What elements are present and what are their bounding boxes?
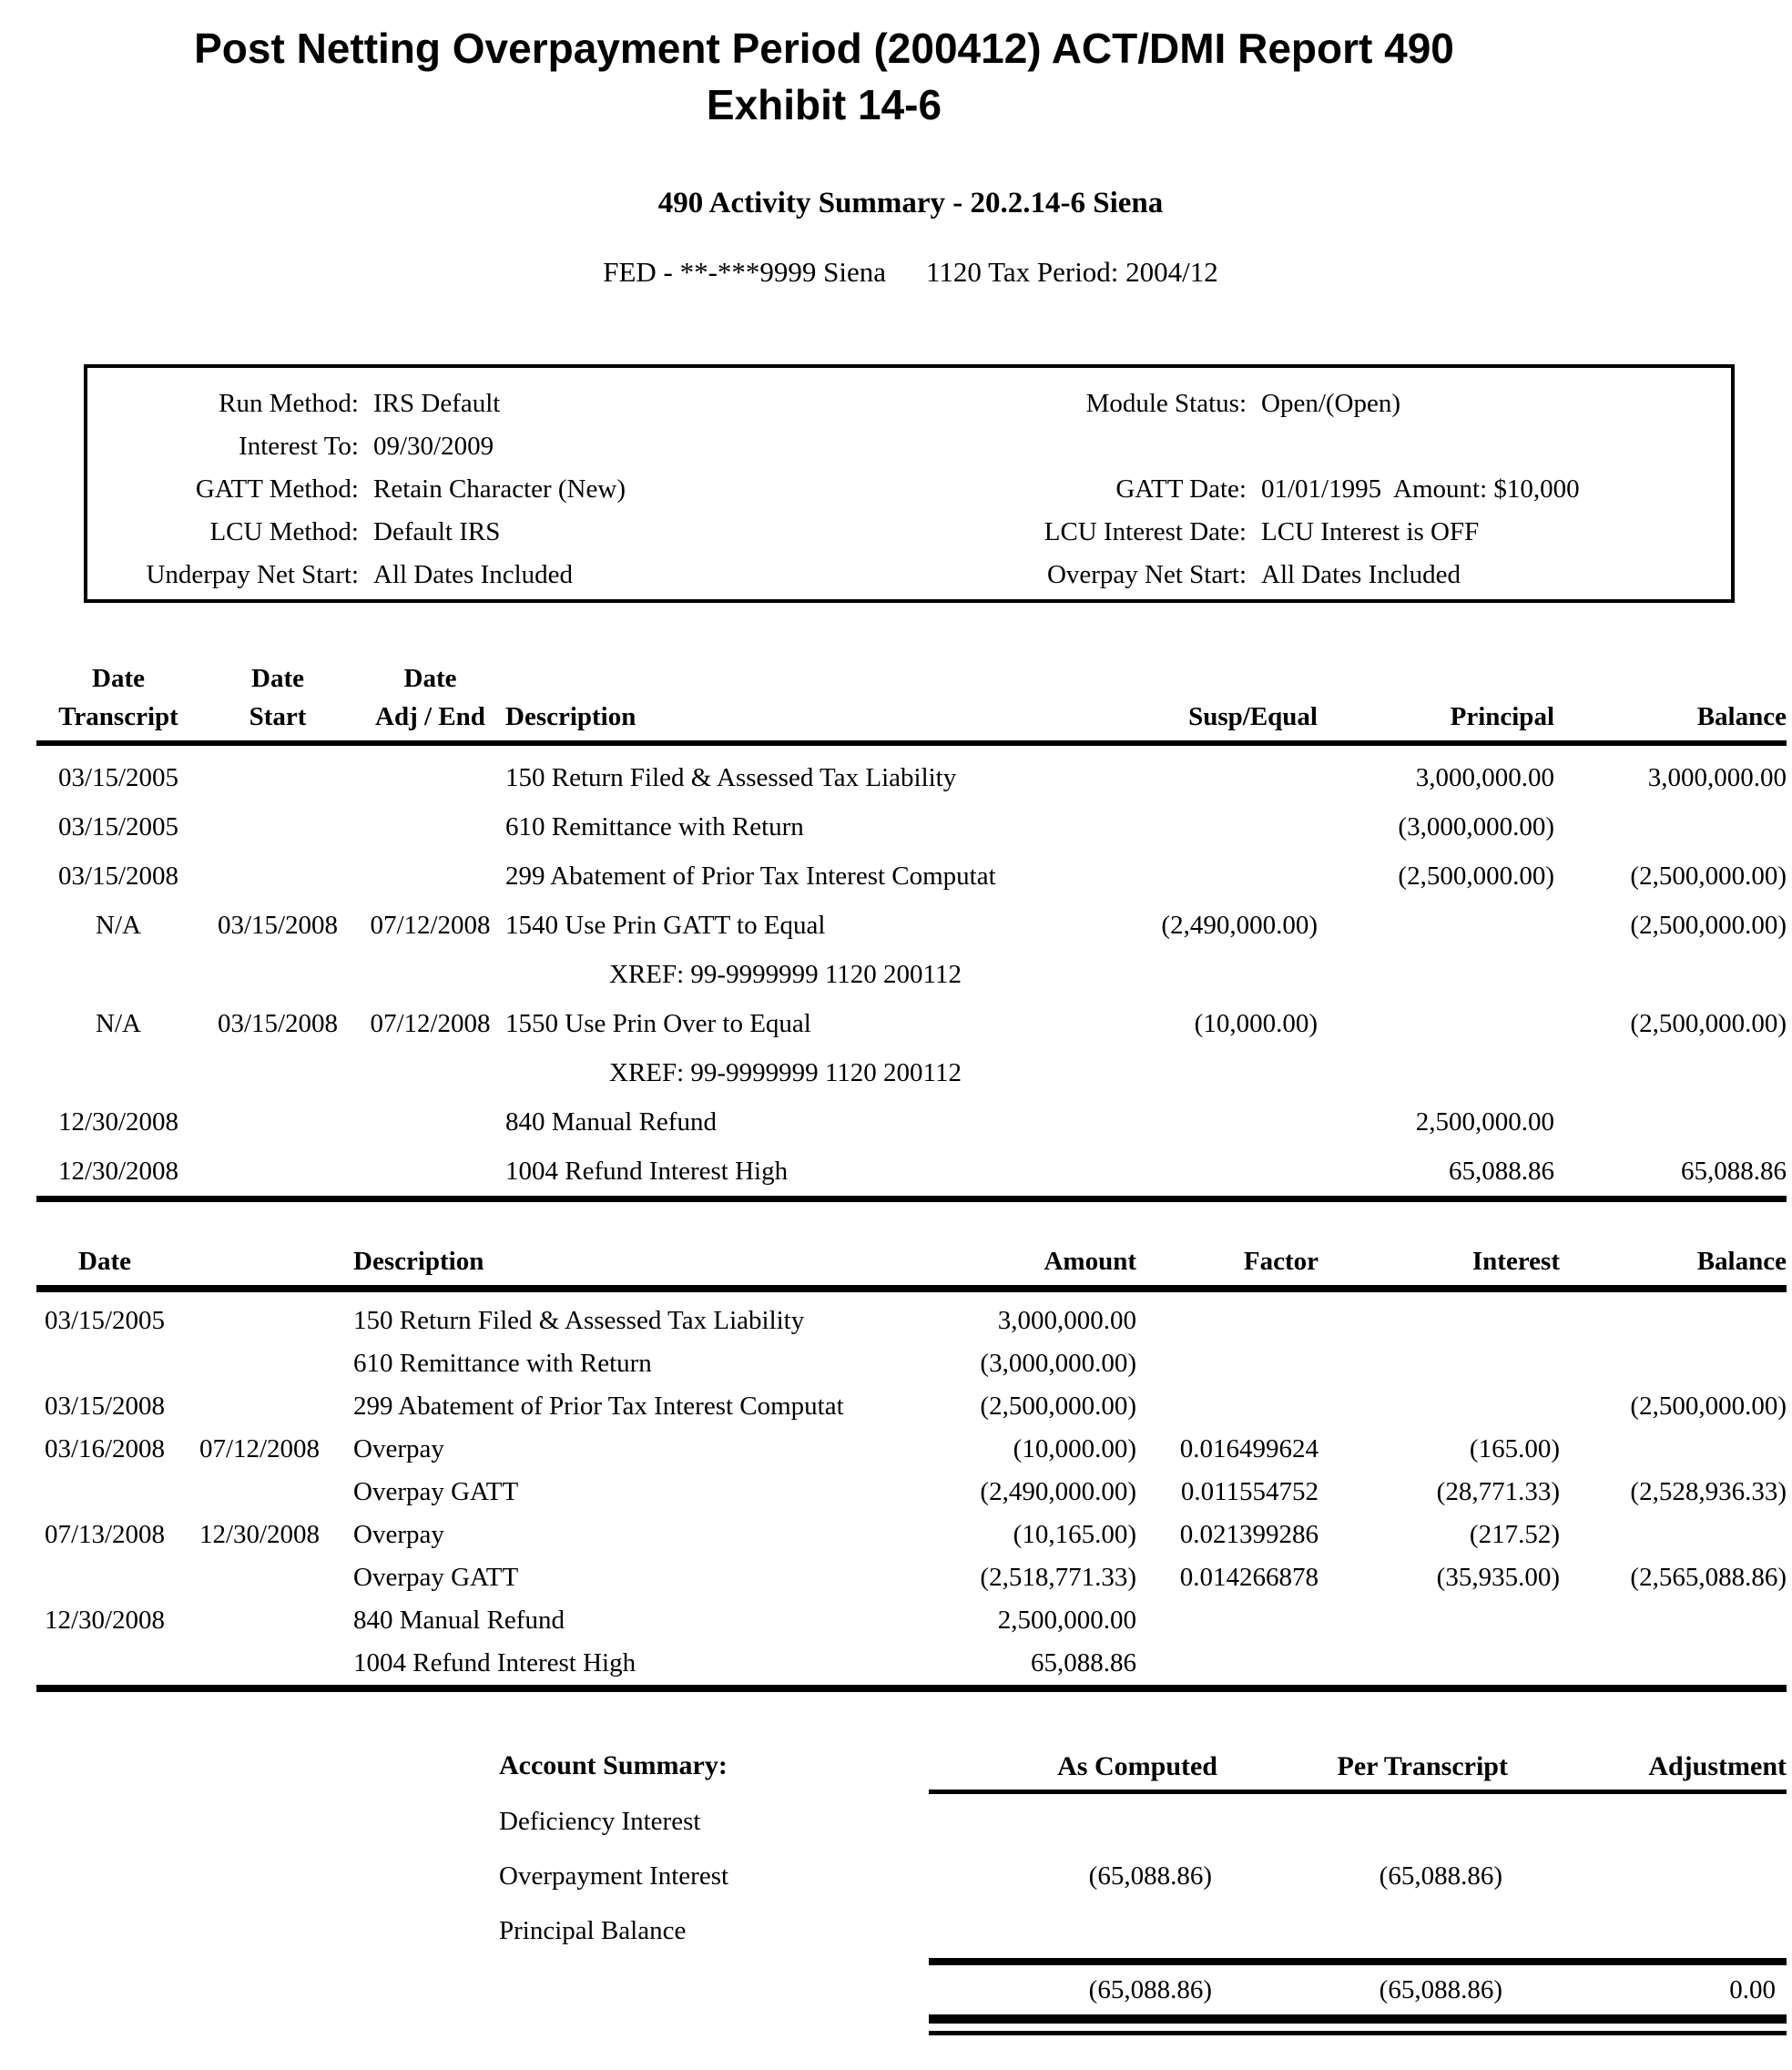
header-balance: Balance [1696,1247,1787,1276]
header-interest: Interest [1471,1247,1560,1276]
setting-label: GATT Date: [1115,474,1247,504]
total-per-transcript-cell: (65,088.86) [1379,1974,1502,2004]
account-summary-header [36,1738,1787,1794]
table1-header [36,652,1787,746]
header-text: Transcript [58,702,178,731]
summary-row [36,1849,1787,1903]
balance-cell: (2,500,000.00) [1630,1008,1787,1038]
table-row [36,1097,1787,1147]
interest-cell: (35,935.00) [1436,1563,1560,1592]
setting-label: Overpay Net Start: [1046,560,1247,589]
balance-cell: 65,088.86 [1681,1156,1787,1186]
taxpayer-line [27,256,1792,289]
table-row [36,1556,1787,1599]
description-cell: Overpay GATT [353,1477,519,1506]
balance-cell: (2,500,000.00) [1630,861,1787,891]
date-cell: 12/30/2008 [44,1606,166,1635]
table1-bottom-rule [36,1196,1787,1202]
account-summary-columns [929,1738,1787,1794]
table-row [36,1599,1787,1642]
setting-value: 01/01/1995 Amount: $10,000 [1261,474,1580,504]
activity-summary-heading: 490 Activity Summary - 20.2.14-6 Siena [657,187,1164,219]
header-balance: Balance [1696,702,1787,731]
summary-total-rule [929,1958,1787,1965]
description-cell: 610 Remittance with Return [505,811,804,841]
amount-cell: (10,000.00) [1013,1434,1136,1463]
header-date-transcript [36,659,200,736]
summary-total-values [929,1975,1787,2005]
principal-cell: 65,088.86 [1449,1156,1554,1186]
date-cell: 07/13/2008 [44,1520,166,1549]
setting-row [803,382,1580,425]
factor-cell: 0.021399286 [1179,1520,1319,1549]
amount-cell: (2,518,771.33) [980,1563,1136,1592]
date-transcript-cell: 03/15/2008 [57,861,179,891]
setting-row [87,468,626,511]
summary-bottom-rule-2 [929,2031,1787,2035]
table-row [36,1342,1787,1385]
susp-equal-cell: (10,000.00) [1194,1008,1318,1038]
description-cell: 1004 Refund Interest High [505,1156,789,1186]
table-row [36,753,1787,802]
interest-cell: (28,771.33) [1436,1477,1560,1506]
description-cell: 150 Return Filed & Assessed Tax Liability [353,1306,805,1335]
setting-label: Run Method: [219,389,359,418]
xref-row [36,950,1787,999]
principal-cell: 2,500,000.00 [1415,1106,1554,1137]
date-transcript-cell: N/A [96,1008,141,1038]
header-text: Adj / End [375,702,485,731]
setting-label: GATT Method: [195,474,359,504]
table-row [36,999,1787,1048]
table2-rows [36,1300,1787,1685]
setting-label: LCU Method: [209,517,359,546]
summary-row [36,1903,1787,1958]
report-title-line2: Exhibit 14-6 [706,81,942,128]
header-text: Date [403,664,457,693]
setting-row [803,468,1580,511]
table-row [36,1385,1787,1428]
balance-cell: (2,500,000.00) [1630,910,1787,940]
table1-rows [36,753,1787,1196]
date-cell: 03/15/2008 [44,1392,166,1421]
setting-row [87,554,626,597]
description-cell: Overpay [353,1434,444,1463]
date-start-cell: 03/15/2008 [217,910,339,940]
report-title-line1: Post Netting Overpayment Period (200412) ACT/DMI Report 490 [194,25,1454,72]
setting-label: Module Status: [1085,389,1247,418]
header-text: Date [251,664,304,693]
setting-value: Default IRS [373,517,501,546]
description-cell: 299 Abatement of Prior Tax Interest Computat [353,1392,844,1421]
amount-cell: 65,088.86 [1031,1648,1136,1677]
date-transcript-cell: N/A [96,910,141,940]
account-summary-label: Account Summary: [499,1750,728,1780]
susp-equal-cell: (2,490,000.00) [1161,910,1318,940]
total-adjustment-cell: 0.00 [1729,1974,1776,2004]
amount-cell: (3,000,000.00) [980,1349,1136,1378]
balance-cell: (2,565,088.86) [1630,1563,1787,1592]
fed-id: FED - **-***9999 Siena [603,256,887,288]
header-amount: Amount [1044,1247,1136,1276]
run-settings-box [84,364,1735,603]
table-row [36,1147,1787,1196]
description-cell: Overpay [353,1520,444,1549]
settings-right-column [803,382,1580,597]
setting-row [803,554,1580,597]
description-cell: 1004 Refund Interest High [353,1648,636,1677]
header-date-start [200,659,355,736]
date-transcript-cell: 12/30/2008 [57,1156,179,1186]
report-title [0,20,1648,133]
table-row [36,1300,1787,1342]
amount-cell: (2,490,000.00) [980,1477,1136,1506]
setting-label: Underpay Net Start: [146,560,359,589]
interest-cell: (217.52) [1469,1520,1560,1549]
xref-cell: XREF: 99-9999999 1120 200112 [609,1057,962,1087]
summary-row-label: Deficiency Interest [499,1806,701,1836]
table-row [36,901,1787,950]
header-description: Description [353,1247,484,1276]
description-cell: 1550 Use Prin Over to Equal [505,1008,811,1038]
as-computed-cell: (65,088.86) [1088,1861,1212,1891]
summary-row-label: Principal Balance [499,1915,687,1945]
transcript-activity-table [36,652,1787,1202]
table-row [36,1514,1787,1556]
header-principal: Principal [1450,702,1554,731]
xref-cell: XREF: 99-9999999 1120 200112 [609,959,962,989]
principal-cell: 3,000,000.00 [1415,762,1554,792]
setting-value: IRS Default [373,389,501,418]
table-row [36,1428,1787,1471]
balance-cell: (2,528,936.33) [1630,1477,1787,1506]
setting-value: LCU Interest is OFF [1261,517,1480,546]
setting-row [87,425,626,468]
per-transcript-cell: (65,088.86) [1379,1861,1502,1891]
setting-row [87,511,626,554]
factor-cell: 0.014266878 [1179,1563,1319,1592]
tax-period: 1120 Tax Period: 2004/12 [926,256,1218,288]
header-date-adj-end [355,659,505,736]
setting-label: LCU Interest Date: [1044,517,1247,546]
date-cell: 03/16/2008 [44,1434,166,1463]
summary-row-values [929,1861,1787,1892]
total-as-computed-cell: (65,088.86) [1088,1974,1212,2004]
amount-cell: 2,500,000.00 [997,1606,1136,1635]
header-text: Start [249,702,307,731]
date-start-cell: 03/15/2008 [217,1008,339,1038]
setting-row [803,425,1580,468]
date-end-cell: 07/12/2008 [199,1434,321,1463]
factor-cell: 0.011554752 [1180,1477,1319,1506]
table2-header [36,1239,1787,1292]
date-adj-end-cell: 07/12/2008 [370,1008,491,1038]
date-adj-end-cell: 07/12/2008 [370,910,491,940]
header-factor: Factor [1243,1247,1319,1276]
settings-left-column [87,382,626,597]
table-row [36,802,1787,851]
summary-row-label: Overpayment Interest [499,1861,729,1891]
description-cell: 1540 Use Prin GATT to Equal [505,910,826,940]
factor-cell: 0.016499624 [1179,1434,1319,1463]
header-date [36,1242,173,1280]
description-cell: 840 Manual Refund [353,1606,565,1635]
table-row [36,1642,1787,1685]
table-row [36,1471,1787,1514]
header-per-transcript: Per Transcript [1337,1751,1508,1781]
header-text: Date [78,1247,131,1276]
setting-value: Retain Character (New) [373,474,626,504]
date-cell: 03/15/2005 [44,1306,166,1335]
amount-cell: (2,500,000.00) [980,1392,1136,1421]
setting-row [87,382,626,425]
account-summary [36,1738,1787,2035]
summary-bottom-rule-1 [929,2014,1787,2024]
interest-computation-table [36,1239,1787,1692]
header-susp-equal: Susp/Equal [1188,702,1318,731]
table2-bottom-rule [36,1685,1787,1692]
principal-cell: (3,000,000.00) [1398,811,1554,841]
header-text: Date [92,664,145,693]
description-cell: Overpay GATT [353,1563,519,1592]
setting-value: Open/(Open) [1261,389,1401,418]
description-cell: 150 Return Filed & Assessed Tax Liability [505,762,957,792]
header-as-computed: As Computed [1057,1751,1217,1781]
setting-row [803,511,1580,554]
date-end-cell: 12/30/2008 [199,1520,321,1549]
date-transcript-cell: 03/15/2005 [57,762,179,792]
header-description: Description [505,702,636,731]
setting-value: All Dates Included [373,560,574,589]
date-transcript-cell: 03/15/2005 [57,811,179,841]
setting-label: Interest To: [239,432,359,461]
header-adjustment: Adjustment [1648,1751,1787,1781]
date-transcript-cell: 12/30/2008 [57,1106,179,1137]
amount-cell: (10,165.00) [1013,1520,1136,1549]
interest-cell: (165.00) [1469,1434,1560,1463]
summary-row [36,1794,1787,1849]
summary-total-row [36,1965,1787,2014]
balance-cell: (2,500,000.00) [1630,1392,1787,1421]
amount-cell: 3,000,000.00 [997,1306,1136,1335]
balance-cell: 3,000,000.00 [1647,762,1787,792]
principal-cell: (2,500,000.00) [1398,861,1554,891]
table-row [36,851,1787,901]
description-cell: 840 Manual Refund [505,1106,717,1137]
description-cell: 299 Abatement of Prior Tax Interest Computat [505,861,996,891]
setting-value: 09/30/2009 [373,432,494,461]
xref-row [36,1048,1787,1097]
setting-value: All Dates Included [1261,560,1461,589]
description-cell: 610 Remittance with Return [353,1349,652,1378]
